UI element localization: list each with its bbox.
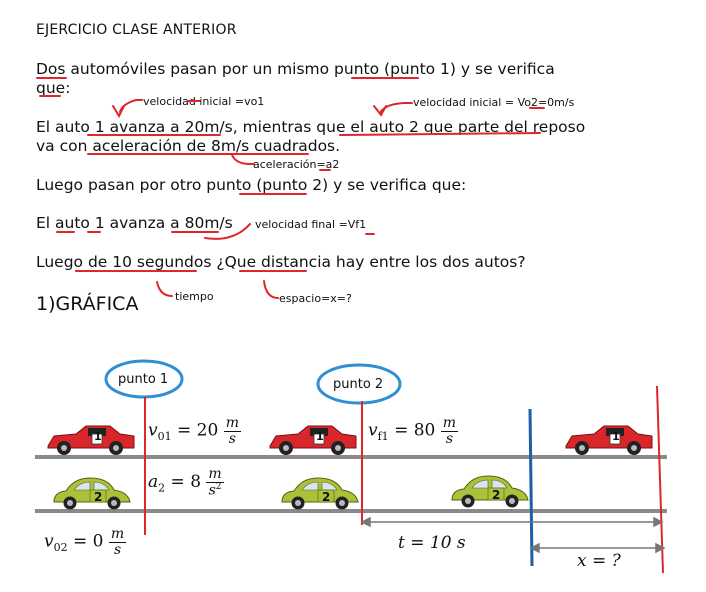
text-p3: Luego pasan por otro punto (punto 2) y se verifica que: — [36, 176, 467, 194]
road-top — [35, 455, 667, 459]
car1-number-b: 1 — [316, 430, 324, 443]
annotation-tiempo: tiempo — [175, 290, 214, 303]
car2-final — [452, 476, 528, 508]
section-heading-grafica: 1)GRÁFICA — [36, 293, 139, 315]
car2-punto2 — [282, 478, 358, 510]
annotation-a2: aceleración=a2 — [253, 158, 340, 171]
label-punto2: punto 2 — [333, 377, 384, 392]
car2-number-c: 2 — [492, 488, 501, 502]
car1-number-c: 1 — [612, 430, 620, 443]
car2-number-b: 2 — [322, 490, 331, 504]
text-p2-line2: va con aceleración de 8m/s cuadrados. — [36, 137, 341, 155]
label-x: x = ? — [577, 551, 621, 571]
equation-v02: $v_{02} = 0$ $\frac{m}{s}$ — [44, 526, 125, 558]
car1-final — [566, 426, 652, 455]
text-p2-line1: El auto 1 avanza a 20m/s, mientras que el auto 2 que parte del reposo — [36, 118, 586, 136]
car2-number-a: 2 — [94, 490, 103, 504]
equation-v01: $v_{01} = 20$ $\frac{m}{s}$ — [148, 415, 239, 447]
equation-vf1: $v_{f1} = 80$ $\frac{m}{s}$ — [368, 415, 457, 447]
label-t: t = 10 s — [398, 533, 466, 553]
text-p1-line1: Dos automóviles pasan por un mismo punto (punto 1) y se verifica — [36, 60, 555, 78]
car1-number-a: 1 — [94, 430, 102, 443]
page-title: EJERCICIO CLASE ANTERIOR — [36, 22, 237, 38]
annotation-vo2: velocidad inicial = Vo2=0m/s — [413, 96, 575, 109]
text-p1-line2: que: — [36, 79, 71, 97]
text-p4: El auto 1 avanza a 80m/s — [36, 214, 233, 232]
label-punto1: punto 1 — [118, 372, 169, 387]
equation-a2: $a_2 = 8$ $\frac{m}{s^2}$ — [148, 466, 222, 499]
car1-punto2 — [270, 426, 356, 455]
text-p5: Luego de 10 segundos ¿Que distancia hay entre los dos autos? — [36, 253, 526, 271]
annotation-vf1: velocidad final =Vf1 — [255, 218, 367, 231]
car1-start — [48, 426, 134, 455]
road-bottom — [35, 509, 667, 513]
dimension-t — [362, 518, 662, 526]
line-car2-final — [530, 409, 532, 566]
annotation-vo1: velocidad inicial =vo1 — [143, 95, 265, 108]
annotation-espacio: espacio=x=? — [279, 292, 352, 305]
car2-start — [54, 478, 130, 510]
